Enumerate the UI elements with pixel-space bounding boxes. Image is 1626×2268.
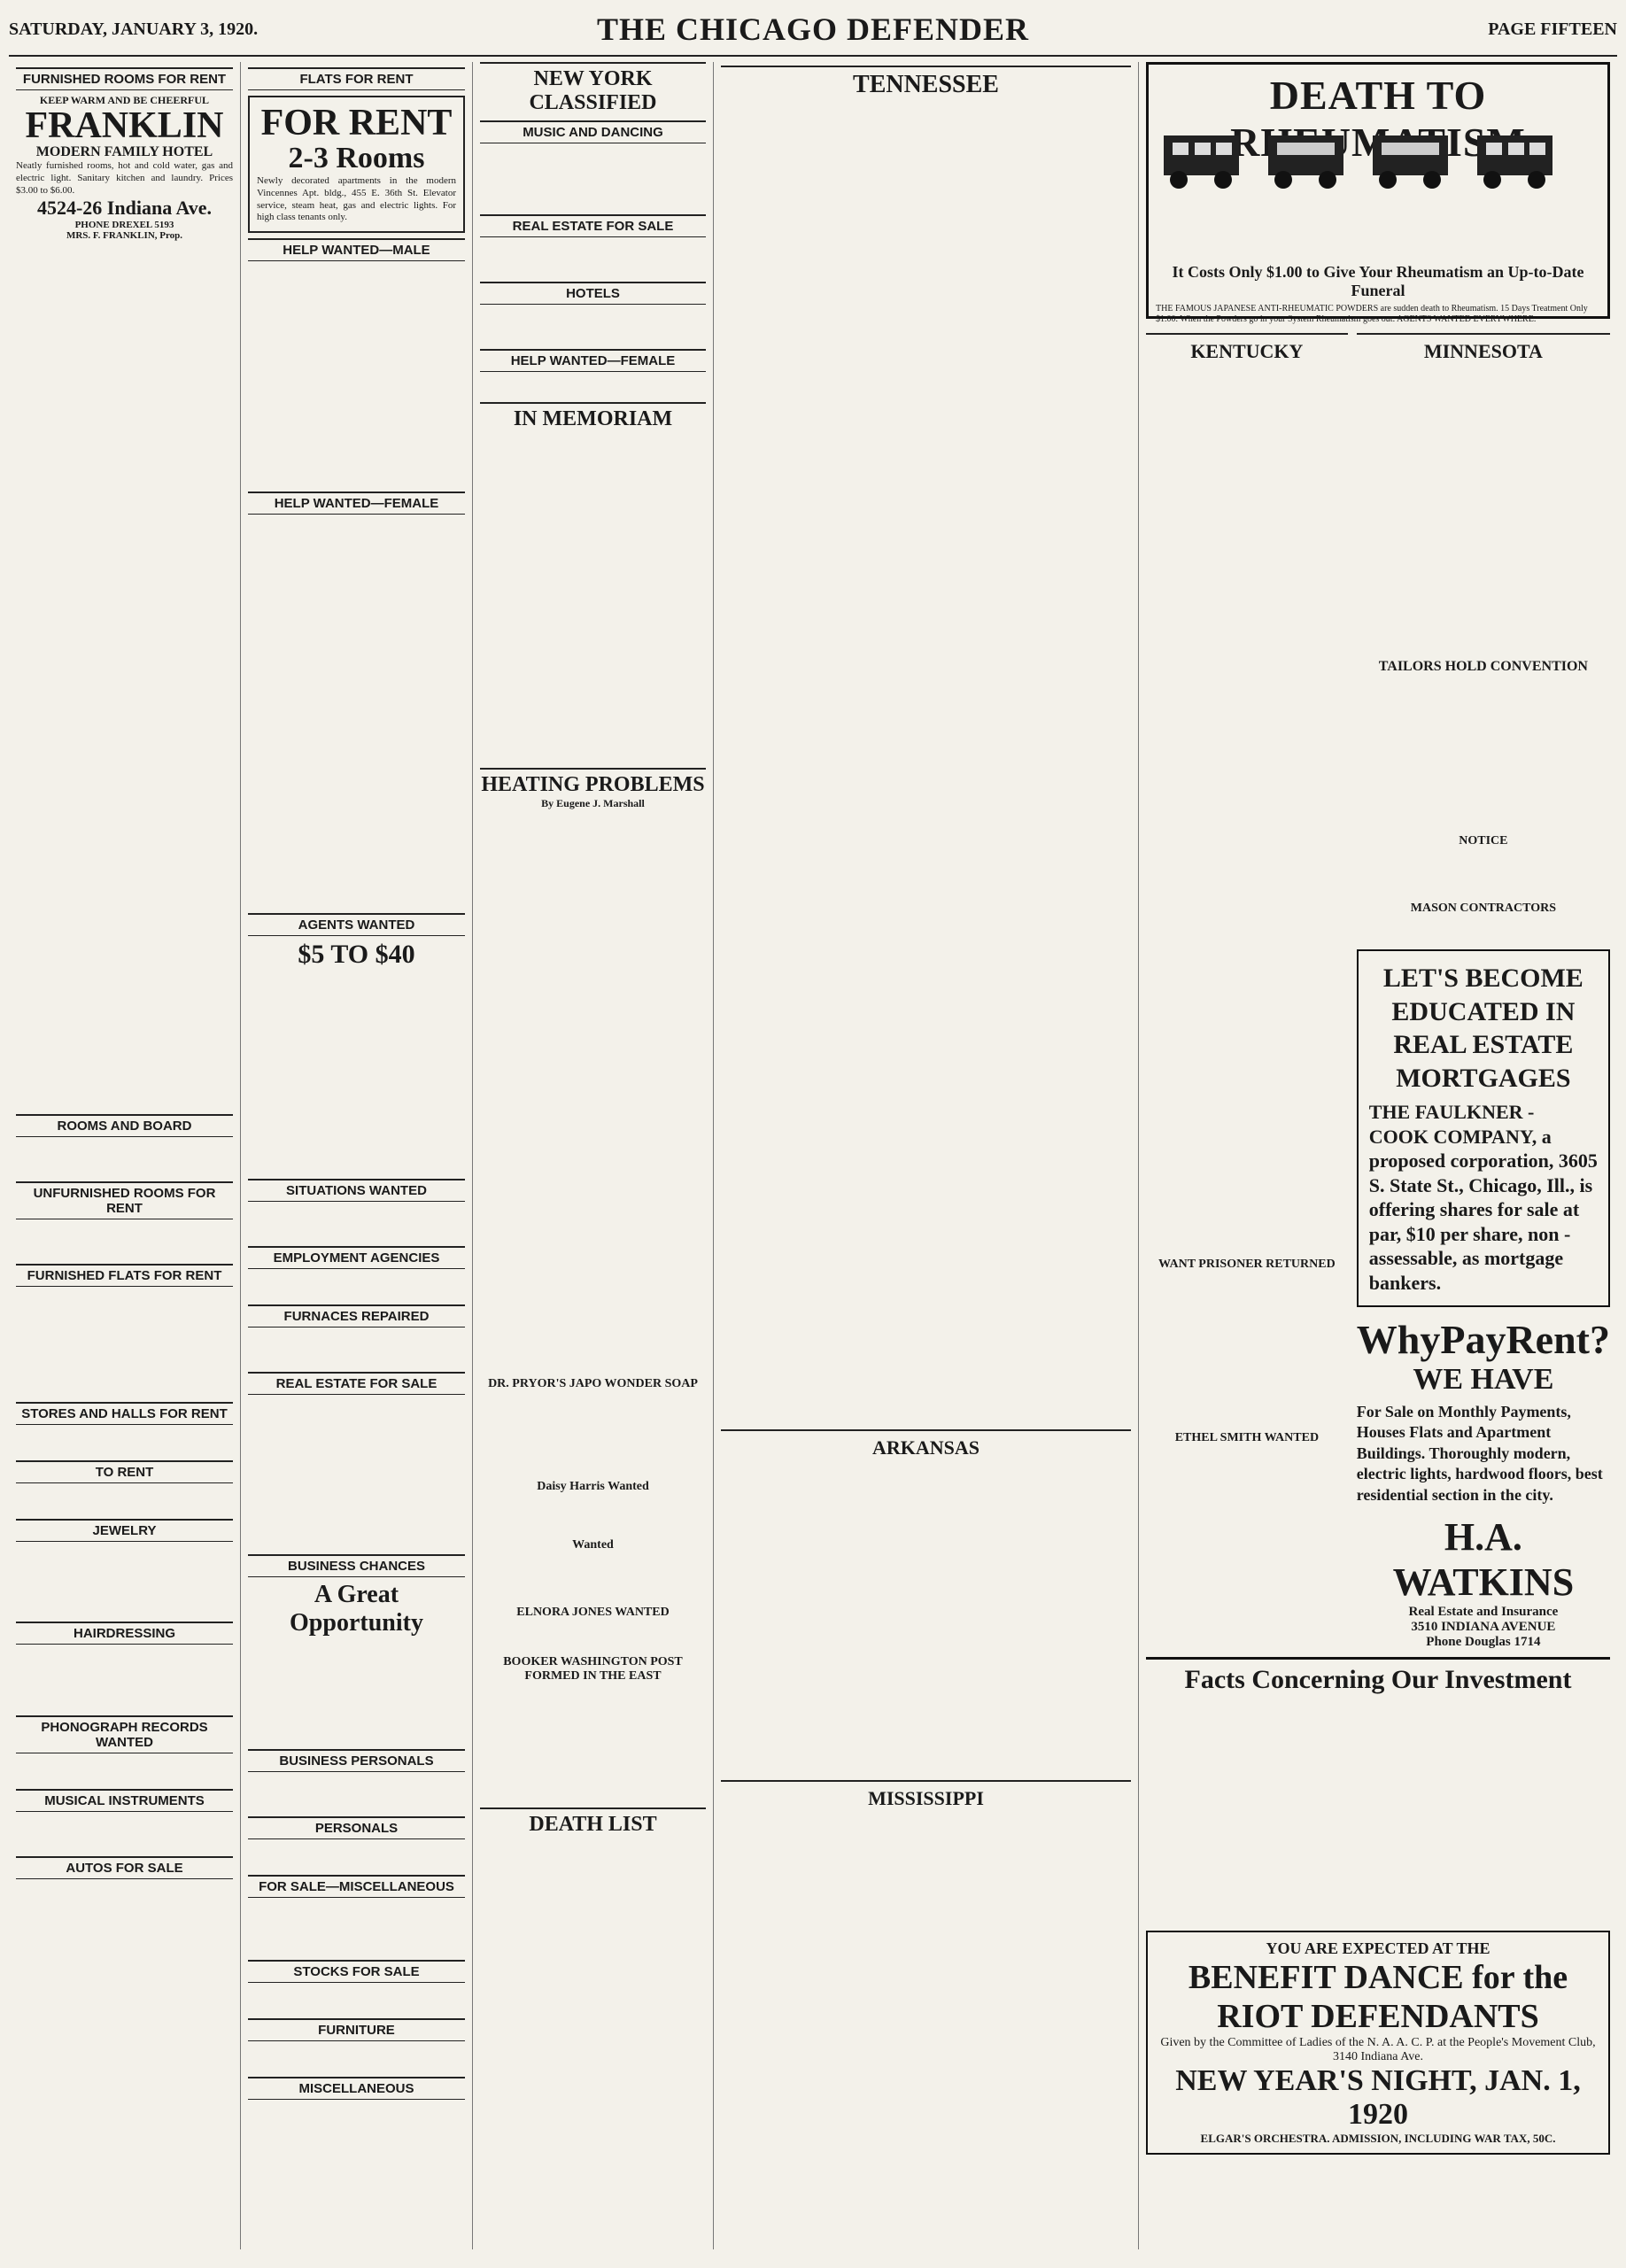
kentucky-news bbox=[1146, 367, 1348, 1252]
agents-wage-heading: $5 TO $40 bbox=[298, 940, 415, 969]
section-stores-halls: STORES AND HALLS FOR RENT bbox=[16, 1402, 233, 1425]
for-rent-body: Newly decorated apartments in the modern Vincennes Apt. bldg., 455 E. 36th St. Elevator service, steam heat, gas and electric lights. For high class tenants only. bbox=[257, 175, 456, 223]
section-situations: SITUATIONS WANTED bbox=[248, 1179, 465, 1202]
tennessee-news bbox=[721, 103, 1131, 1422]
misc-sale-listings bbox=[248, 1901, 465, 1955]
rooms-heading: 2-3 Rooms bbox=[288, 142, 425, 174]
minnesota-news bbox=[1357, 367, 1610, 659]
notice-heading: NOTICE bbox=[1459, 834, 1508, 848]
section-miscellaneous: MISCELLANEOUS bbox=[248, 2077, 465, 2100]
section-personals: PERSONALS bbox=[248, 1816, 465, 1839]
death-to-rheumatism-ad bbox=[1146, 62, 1610, 324]
rheumatism-subtitle: It Costs Only $1.00 to Give Your Rheumatism an Up-to-Date Funeral bbox=[1172, 263, 1584, 299]
opportunity-heading: A Great Opportunity bbox=[290, 1581, 423, 1637]
watkins-name: H.A. WATKINS bbox=[1392, 1514, 1575, 1604]
furnaces-listings bbox=[248, 1331, 465, 1366]
why-pay-rent-ad bbox=[1357, 1316, 1610, 1650]
tennessee-heading: TENNESSEE bbox=[721, 66, 1131, 99]
section-employment: EMPLOYMENT AGENCIES bbox=[248, 1246, 465, 1269]
heating-article bbox=[480, 810, 706, 1377]
new-years-night: NEW YEAR'S NIGHT, JAN. 1, 1920 bbox=[1175, 2063, 1581, 2131]
section-musical: MUSICAL INSTRUMENTS bbox=[16, 1789, 233, 1812]
section-business-personals: BUSINESS PERSONALS bbox=[248, 1749, 465, 1772]
section-music-dancing: MUSIC AND DANCING bbox=[480, 120, 706, 143]
tailors-text bbox=[1357, 675, 1610, 834]
new-york-classified-heading: NEW YORK CLASSIFIED bbox=[480, 62, 706, 115]
tailors-heading: TAILORS HOLD CONVENTION bbox=[1378, 659, 1588, 674]
employment-listings bbox=[248, 1273, 465, 1299]
situations-listings bbox=[248, 1205, 465, 1241]
daisy-harris-heading: Daisy Harris Wanted bbox=[537, 1480, 649, 1493]
in-memoriam-heading: IN MEMORIAM bbox=[480, 402, 706, 431]
kentucky-minnesota-row bbox=[1146, 326, 1610, 1650]
music-listings bbox=[480, 147, 706, 209]
prisoner-text bbox=[1146, 1272, 1348, 1431]
realestate-listings bbox=[248, 1398, 465, 1549]
why-pay-rent-heading: WhyPayRent? bbox=[1356, 1317, 1610, 1362]
section-flats-for-rent: FLATS FOR RENT bbox=[248, 67, 465, 90]
orchestra-admission: ELGAR'S ORCHESTRA. ADMISSION, INCLUDING WAR TAX, 50C. bbox=[1200, 2131, 1556, 2145]
furnished-rooms-listings bbox=[16, 241, 233, 1109]
section-furniture: FURNITURE bbox=[248, 2018, 465, 2041]
column-state-news bbox=[714, 62, 1139, 2249]
watkins-subtitle: Real Estate and Insurance bbox=[1408, 1604, 1559, 1619]
section-help-male: HELP WANTED—MALE bbox=[248, 238, 465, 261]
section-hairdressing: HAIRDRESSING bbox=[16, 1622, 233, 1645]
mason-heading: MASON CONTRACTORS bbox=[1410, 902, 1557, 915]
franklin-address: 4524-26 Indiana Ave. bbox=[36, 197, 212, 220]
section-unfurnished-rooms: UNFURNISHED ROOMS FOR RENT bbox=[16, 1181, 233, 1219]
ethel-smith-heading: ETHEL SMITH WANTED bbox=[1174, 1431, 1320, 1444]
section-rooms-board: ROOMS AND BOARD bbox=[16, 1114, 233, 1137]
ny-realestate-listings bbox=[480, 241, 706, 276]
memoriam-text bbox=[480, 431, 706, 768]
furnished-flats-listings bbox=[16, 1290, 233, 1397]
benefit-dance-ad bbox=[1146, 1931, 1610, 2155]
for-rent-heading: FOR RENT bbox=[260, 103, 453, 143]
to-rent-listings bbox=[16, 1487, 233, 1513]
faulkner-cook-ad bbox=[1357, 949, 1610, 1307]
section-furnaces: FURNACES REPAIRED bbox=[248, 1304, 465, 1328]
mississippi-news-right bbox=[931, 1814, 1132, 2186]
benefit-dance-heading: BENEFIT DANCE for the RIOT DEFENDANTS bbox=[1188, 1958, 1568, 2035]
heating-byline: By Eugene J. Marshall bbox=[541, 797, 645, 809]
benefit-dance-body: Given by the Committee of Ladies of the N. A. A. C. P. at the People's Movement Club, 3140 Indiana Ave. bbox=[1160, 2035, 1596, 2063]
want-prisoner-heading: WANT PRISONER RETURNED bbox=[1158, 1258, 1336, 1271]
franklin-subheading: MODERN FAMILY HOTEL bbox=[35, 144, 213, 159]
masthead bbox=[9, 0, 1617, 57]
facts-text bbox=[1146, 1695, 1610, 1925]
hearse-image-right bbox=[1473, 127, 1557, 193]
death-list-heading: DEATH LIST bbox=[480, 1807, 706, 1837]
death-list-text bbox=[480, 1837, 706, 2067]
stores-listings bbox=[16, 1428, 233, 1455]
franklin-proprietor: MRS. F. FRANKLIN, Prop. bbox=[66, 230, 183, 242]
autos-listings bbox=[16, 1883, 233, 1918]
elnora-jones-heading: ELNORA JONES WANTED bbox=[516, 1606, 670, 1619]
elnora-text bbox=[480, 1620, 706, 1655]
we-have-heading: WE HAVE bbox=[1413, 1363, 1554, 1396]
mississippi-news bbox=[721, 1814, 1131, 2186]
section-hotels: HOTELS bbox=[480, 282, 706, 305]
faulkner-body: THE FAULKNER - COOK COMPANY, a proposed corporation, 3605 S. State St., Chicago, Ill., is offering shares for sale at par, $10 per share, non - assessable, as mortgage bankers. bbox=[1368, 1101, 1598, 1294]
keep-warm-tagline: KEEP WARM AND BE CHEERFUL bbox=[39, 94, 210, 106]
rooms-board-listings bbox=[16, 1141, 233, 1176]
daisy-text bbox=[480, 1494, 706, 1538]
facts-investment-section bbox=[1146, 1657, 1610, 1925]
facts-heading: Facts Concerning Our Investment bbox=[1184, 1664, 1572, 1694]
for-rent-ad bbox=[248, 96, 465, 233]
arkansas-news-right bbox=[931, 1463, 1132, 1773]
ethel-text bbox=[1146, 1445, 1348, 1481]
hairdressing-listings bbox=[16, 1648, 233, 1710]
hotels-listings bbox=[480, 308, 706, 344]
mississippi-news-left bbox=[721, 1814, 922, 2186]
mississippi-heading: MISSISSIPPI bbox=[721, 1780, 1131, 1810]
arkansas-news bbox=[721, 1463, 1131, 1773]
issue-date: SATURDAY, JANUARY 3, 1920. bbox=[9, 19, 259, 39]
jewelry-listings bbox=[16, 1545, 233, 1616]
stocks-listings bbox=[248, 1986, 465, 2013]
booker-washington-heading: BOOKER WASHINGTON POST FORMED IN THE EAST bbox=[503, 1655, 683, 1683]
section-business-chances: BUSINESS CHANCES bbox=[248, 1554, 465, 1577]
section-jewelry: JEWELRY bbox=[16, 1519, 233, 1542]
faulkner-heading: LET'S BECOME EDUCATED IN REAL ESTATE MORTGAGES bbox=[1382, 964, 1583, 1093]
hearse-image-left bbox=[1159, 127, 1243, 193]
agents-listings bbox=[248, 970, 465, 1173]
section-realestate-sale: REAL ESTATE FOR SALE bbox=[248, 1372, 465, 1395]
arkansas-heading: ARKANSAS bbox=[721, 1429, 1131, 1459]
furniture-listings bbox=[248, 2045, 465, 2071]
facts-text-right bbox=[1382, 1695, 1610, 1925]
wanted-heading: Wanted bbox=[572, 1538, 614, 1552]
section-stocks: STOCKS FOR SALE bbox=[248, 1960, 465, 1983]
section-agents: AGENTS WANTED bbox=[248, 913, 465, 936]
phonograph-listings bbox=[16, 1757, 233, 1784]
column-classifieds-rooms bbox=[9, 62, 241, 2249]
mason-text bbox=[1357, 916, 1610, 942]
section-furnished-flats: FURNISHED FLATS FOR RENT bbox=[16, 1264, 233, 1287]
section-misc-sale: FOR SALE—MISCELLANEOUS bbox=[248, 1875, 465, 1898]
kentucky-heading: KENTUCKY bbox=[1146, 333, 1348, 363]
section-to-rent: TO RENT bbox=[16, 1460, 233, 1483]
column-newyork-memoriam bbox=[473, 62, 714, 2249]
franklin-phone: PHONE DREXEL 5193 bbox=[74, 220, 174, 231]
tennessee-news-right bbox=[931, 103, 1132, 1422]
kentucky-column bbox=[1146, 326, 1348, 1650]
minnesota-heading: MINNESOTA bbox=[1357, 333, 1610, 363]
rheumatism-title: DEATH TO bbox=[1269, 73, 1487, 118]
minnesota-column bbox=[1357, 326, 1610, 1650]
column-classifieds-help bbox=[241, 62, 473, 2249]
column-right bbox=[1139, 62, 1617, 2249]
facts-text-left bbox=[1146, 1695, 1374, 1925]
watkins-phone: Phone Douglas 1714 bbox=[1426, 1634, 1541, 1649]
hearse-image-center-left bbox=[1264, 127, 1348, 193]
personals-listings bbox=[248, 1843, 465, 1869]
business-personals-listings bbox=[248, 1776, 465, 1811]
section-autos: AUTOS FOR SALE bbox=[16, 1856, 233, 1879]
section-ny-realestate: REAL ESTATE FOR SALE bbox=[480, 214, 706, 237]
booker-text bbox=[480, 1684, 706, 1807]
rheumatism-body: THE FAMOUS JAPANESE ANTI-RHEUMATIC POWDERS are sudden death to Rheumatism. 15 Days Treatment Only $1.00. When the Powders go in your System Rheumatism goes out. AGENTS WANTED EVERYWHERE. bbox=[1156, 304, 1588, 324]
notice-text bbox=[1357, 848, 1610, 902]
help-male-listings bbox=[248, 265, 465, 486]
hearse-image-center-right bbox=[1368, 127, 1452, 193]
expected-text: YOU ARE EXPECTED AT THE bbox=[1266, 1939, 1490, 1957]
page-number: PAGE FIFTEEN bbox=[1488, 19, 1617, 39]
franklin-ad-body: Neatly furnished rooms, hot and cold water, gas and electric light. Sanitary kitchen and laundry. Prices $3.00 to $6.00. bbox=[16, 160, 233, 196]
section-furnished-rooms: FURNISHED ROOMS FOR RENT bbox=[16, 67, 233, 90]
unfurnished-listings bbox=[16, 1223, 233, 1258]
we-have-body: For Sale on Monthly Payments, Houses Flats and Apartment Buildings. Thoroughly modern, electric lights, hardwood floors, best residential section in the city. bbox=[1356, 1403, 1603, 1504]
section-phonograph: PHONOGRAPH RECORDS WANTED bbox=[16, 1715, 233, 1753]
musical-listings bbox=[16, 1815, 233, 1851]
newspaper-title: THE CHICAGO DEFENDER bbox=[596, 12, 1030, 47]
ny-help-female-listings bbox=[480, 375, 706, 402]
watkins-address: 3510 INDIANA AVENUE bbox=[1411, 1619, 1556, 1634]
dr-pryor-text bbox=[480, 1391, 706, 1480]
dr-pryor-heading: DR. PRYOR'S JAPO WONDER SOAP bbox=[488, 1377, 698, 1390]
franklin-heading: FRANKLIN bbox=[25, 105, 224, 146]
help-female-listings bbox=[248, 518, 465, 908]
wanted-text bbox=[480, 1552, 706, 1606]
heating-problems-heading: HEATING PROBLEMS bbox=[480, 768, 706, 797]
section-help-female: HELP WANTED—FEMALE bbox=[248, 492, 465, 515]
business-listings bbox=[248, 1637, 465, 1744]
arkansas-news-left bbox=[721, 1463, 922, 1773]
tennessee-news-left bbox=[721, 103, 922, 1422]
section-ny-help-female: HELP WANTED—FEMALE bbox=[480, 349, 706, 372]
